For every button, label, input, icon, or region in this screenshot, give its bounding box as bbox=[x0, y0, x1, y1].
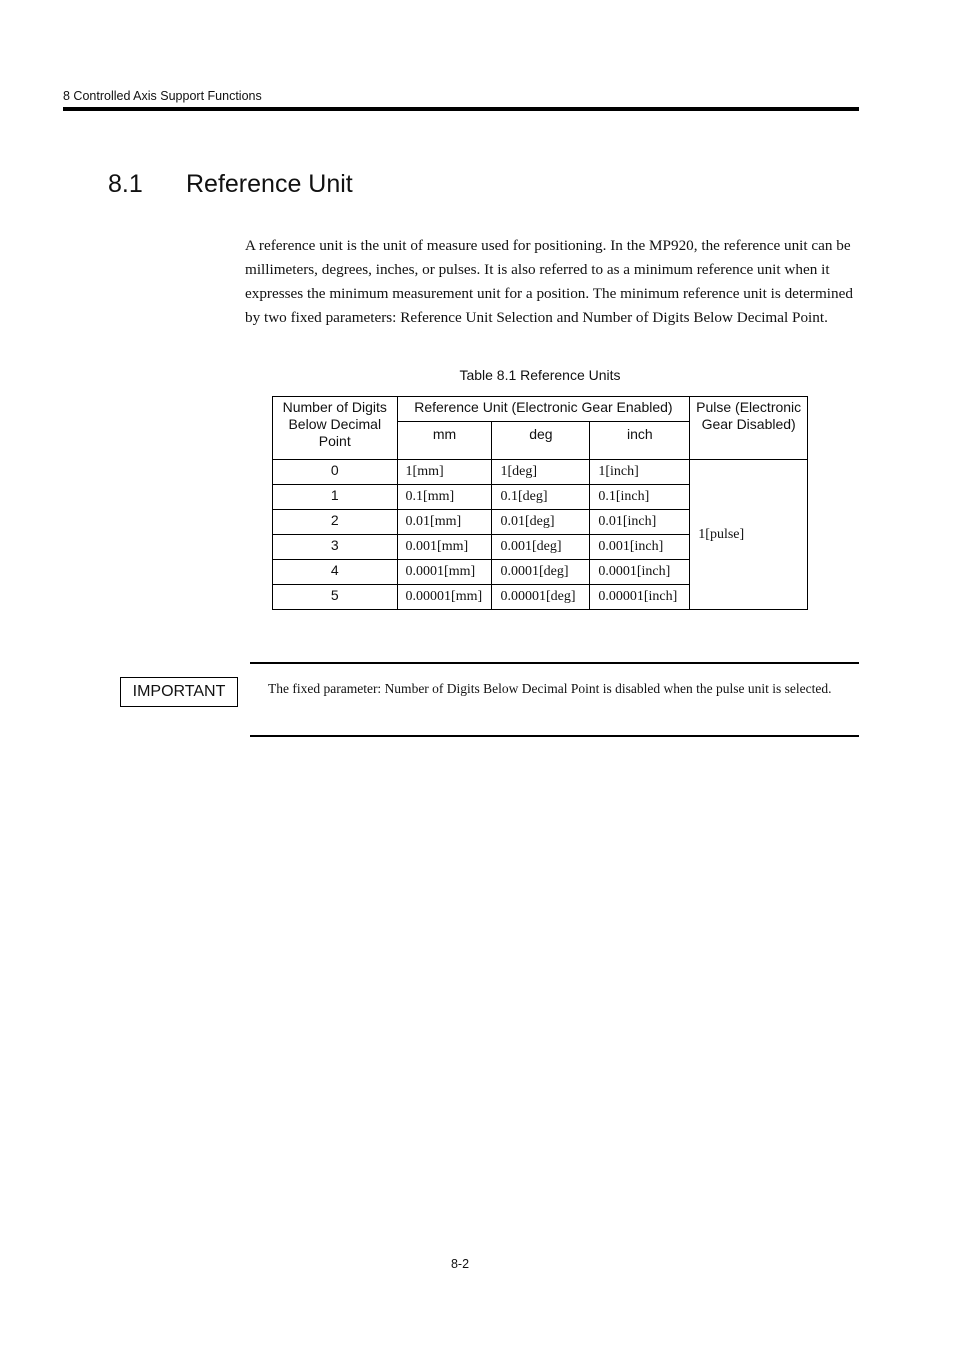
cell-digits: 4 bbox=[273, 560, 398, 585]
header-reference-unit: Reference Unit (Electronic Gear Enabled) bbox=[397, 397, 690, 422]
cell-mm: 1[mm] bbox=[397, 460, 492, 485]
note-top-rule bbox=[250, 662, 859, 664]
cell-digits: 5 bbox=[273, 585, 398, 610]
cell-deg: 0.1[deg] bbox=[492, 485, 590, 510]
note-bottom-rule bbox=[250, 735, 859, 737]
cell-pulse: 1[pulse] bbox=[690, 460, 808, 610]
cell-mm: 0.001[mm] bbox=[397, 535, 492, 560]
header-inch: inch bbox=[590, 422, 690, 460]
cell-deg: 0.00001[deg] bbox=[492, 585, 590, 610]
cell-digits: 1 bbox=[273, 485, 398, 510]
section-title-text: Reference Unit bbox=[186, 170, 353, 198]
cell-inch: 0.1[inch] bbox=[590, 485, 690, 510]
cell-digits: 3 bbox=[273, 535, 398, 560]
cell-deg: 1[deg] bbox=[492, 460, 590, 485]
cell-inch: 0.01[inch] bbox=[590, 510, 690, 535]
cell-mm: 0.0001[mm] bbox=[397, 560, 492, 585]
cell-deg: 0.001[deg] bbox=[492, 535, 590, 560]
cell-inch: 1[inch] bbox=[590, 460, 690, 485]
cell-mm: 0.01[mm] bbox=[397, 510, 492, 535]
cell-mm: 0.1[mm] bbox=[397, 485, 492, 510]
reference-units-table bbox=[272, 396, 808, 610]
header-pulse: Pulse (Electronic Gear Disabled) bbox=[690, 397, 808, 460]
cell-deg: 0.0001[deg] bbox=[492, 560, 590, 585]
page-number: 8-2 bbox=[450, 1257, 470, 1271]
running-header: 8 Controlled Axis Support Functions bbox=[63, 89, 262, 103]
cell-inch: 0.001[inch] bbox=[590, 535, 690, 560]
body-paragraph: A reference unit is the unit of measure used for positioning. In the MP920, the reference unit can be millimeters, degrees, inches, or pulses. It is also referred to as a minimum reference unit when it expresses the minimum measurement unit for a position. The minimum reference unit is determined by two fixed parameters: Reference Unit Selection and Number of Digits Below Decimal Point. bbox=[245, 237, 853, 326]
table-row bbox=[273, 460, 808, 485]
section-number: 8.1 bbox=[108, 170, 143, 198]
cell-digits: 0 bbox=[273, 460, 398, 485]
cell-inch: 0.00001[inch] bbox=[590, 585, 690, 610]
table-caption: Table 8.1 Reference Units bbox=[459, 367, 621, 383]
header-digits: Number of Digits Below Decimal Point bbox=[273, 397, 398, 460]
section-title bbox=[108, 170, 353, 199]
header-mm: mm bbox=[397, 422, 492, 460]
cell-inch: 0.0001[inch] bbox=[590, 560, 690, 585]
important-note-text: The fixed parameter: Number of Digits Below Decimal Point is disabled when the pulse unit is selected. bbox=[268, 681, 832, 696]
header-deg: deg bbox=[492, 422, 590, 460]
cell-mm: 0.00001[mm] bbox=[397, 585, 492, 610]
cell-deg: 0.01[deg] bbox=[492, 510, 590, 535]
cell-digits: 2 bbox=[273, 510, 398, 535]
important-label: IMPORTANT bbox=[120, 677, 238, 707]
header-rule bbox=[63, 107, 859, 111]
